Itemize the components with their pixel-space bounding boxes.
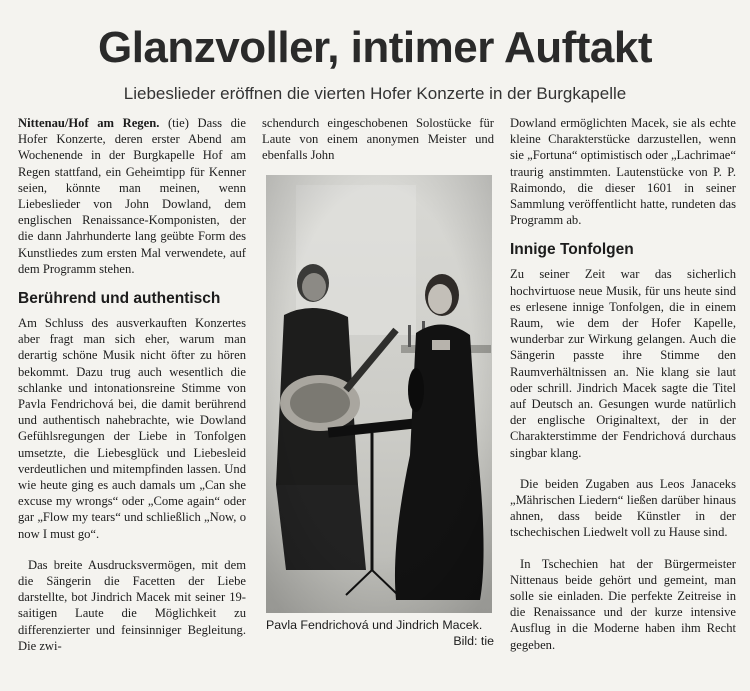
headline: Glanzvoller, intimer Auftakt xyxy=(97,23,653,72)
photo-credit: Bild: tie xyxy=(453,634,494,648)
paragraph: Dowland ermöglichten Macek, sie als echte kleine Charakterstücke darzustellen, wenn sie „Fortuna“ optimistisch oder „Lachrimae“ traurig anstimmten. Lautenstücke von P. P. Raimondo, die dieser 1601 in seiner Sammlung veröffentlicht hatte, rundeten das Programm ab. xyxy=(510,116,736,228)
photo-caption xyxy=(266,617,494,649)
paragraph-text: (tie) Dass die Hofer Konzerte, deren erster Abend am Wochenende in der Burgkapelle Hof am Regen stattfand, ein Geheimtipp für Kenner seien, könnte man meinen, wenn Liebeslieder von John Dowland, dem englischen Renaissance-Komponisten, der die dann Jahrhunderte lang geübte Form des Kunstliedes zum ersten Mal verwendete, auf dem Programm stehen. xyxy=(18,116,246,276)
paragraph xyxy=(18,115,246,277)
section-heading: Berührend und authentisch xyxy=(18,290,221,308)
paragraph: In Tschechien hat der Bürgermeister Nittenaus beide gehört und gemeint, man solle sie einladen. Die perfekte Zeitreise in die Renaissance und der kurze intensive Ausflug in die Moderne haben ihm Recht gegeben. xyxy=(510,556,736,652)
paragraph: Am Schluss des ausverkauften Konzertes aber fragt man sich eher, warum man derartig schöne Musik nicht öfter zu hören bekommt. Dazu trug auch wesentlich die schlanke und intonationsreine Stimme von Pavla Fendrichová bei, die damit berührend und authentisch nahebrachte, wie Dowland Gefühlsregungen der Liebe in Tonfolgen umsetzte, die Liebesglück und Liebesleid verdeutlichen und mitempfinden lassen. Und wie heute ging es auch damals um „Can she excuse my wrongs“ oder „Come again“ oder gar „Flow my tears“ und schließlich „Now, o now I must go“. xyxy=(18,316,246,541)
concert-photo xyxy=(266,175,492,613)
caption-text: Pavla Fendrichová und Jindrich Macek. xyxy=(266,618,483,632)
article-column-2 xyxy=(262,115,494,164)
article-column-3 xyxy=(510,115,736,653)
paragraph: schendurch eingeschobenen Solostücke für Laute von einem anonymen Meister und ebenfalls John xyxy=(262,116,494,163)
section-heading: Innige Tonfolgen xyxy=(510,241,634,259)
article-column-1 xyxy=(18,115,246,654)
subheadline: Liebeslieder eröffnen die vierten Hofer Konzerte in der Burgkapelle xyxy=(123,84,627,103)
paragraph: Zu seiner Zeit war das sicherlich hochvirtuose neue Musik, für uns heute sind es erlesene innige Tonfolgen, die in einem Raum, wie dem der Hofer Kapelle, wunderbar zur Wirkung gelangen. Auch die Sängerin passte ihre Stimme den Raumverhältnissen an. Nie klang sie laut oder schrill. Jindrich Macek sagte die Titel auf Deutsch an. Gesungen wurde natürlich der englische Originaltext, der in der Charakterstimme der Fendrichová durchaus singbar klang. xyxy=(510,267,736,460)
dateline: Nittenau/Hof am Regen. xyxy=(18,116,160,130)
paragraph: Das breite Ausdrucksvermögen, mit dem die Sängerin die Facetten der Liebe darstellte, bot Jindrich Macek mit seiner 19-saitigen Laute die Möglichkeit zu differenzierter und feinsinniger Begleitung. Die zwi- xyxy=(18,557,246,653)
paragraph: Die beiden Zugaben aus Leos Janaceks „Mährischen Liedern“ ließen darüber hinaus ahnen, dass beide Künstler in der tschechischen Liedwelt voll zu Hause sind. xyxy=(510,476,736,540)
